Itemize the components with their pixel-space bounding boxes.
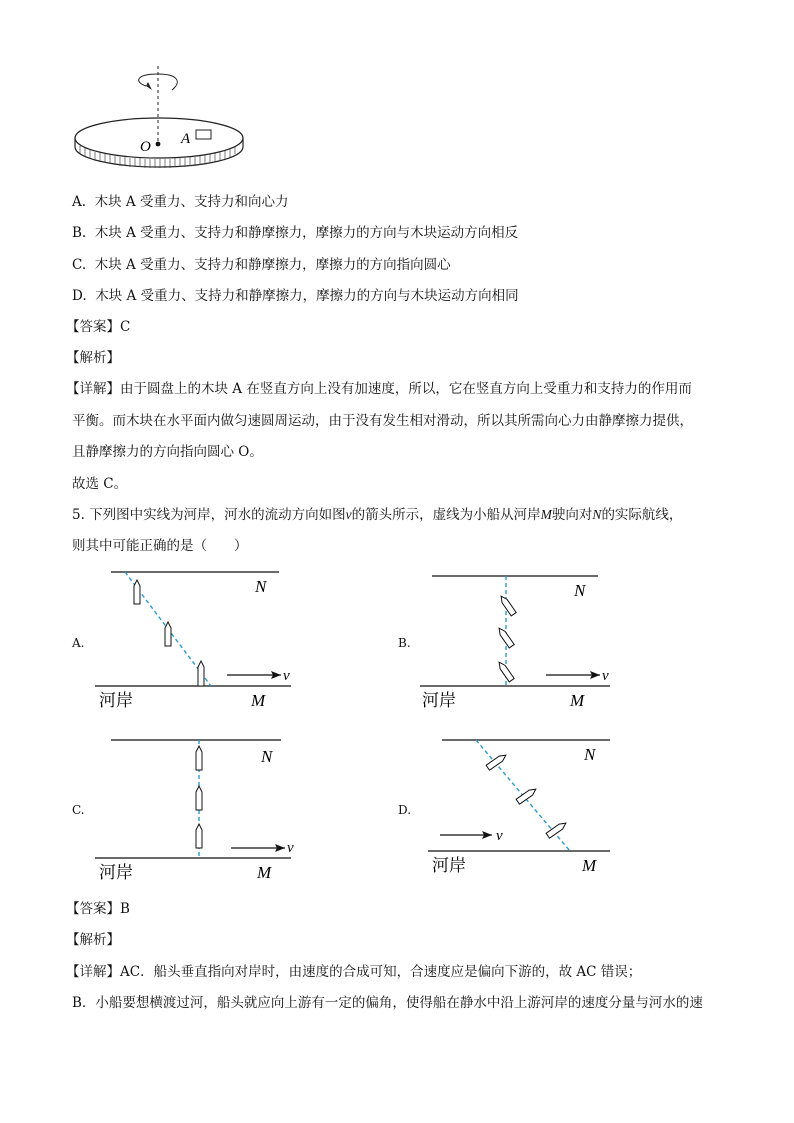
q4-option-a: A. 木块 A 受重力、支持力和向心力 — [72, 194, 289, 210]
boat-icon — [198, 661, 204, 686]
label-m: M — [570, 691, 585, 710]
boat-icon — [546, 821, 567, 839]
center-point — [156, 142, 161, 147]
q4-option-c: C. 木块 A 受重力、支持力和静摩擦力，摩擦力的方向指向圆心 — [72, 257, 451, 273]
boat-icon — [165, 622, 171, 646]
bank-label: 河岸 — [99, 863, 133, 883]
boat-icon — [134, 580, 140, 604]
bank-label: 河岸 — [432, 856, 466, 876]
diagram-c-option: C. — [72, 803, 85, 817]
q4-detail-line-3: 且静摩擦力的方向指向圆心 O。 — [72, 444, 263, 460]
label-n: N — [574, 581, 586, 600]
q4-option-b: B. 木块 A 受重力、支持力和静摩擦力，摩擦力的方向与木块运动方向相反 — [72, 225, 519, 241]
q5-stem-line-1: 5. 下列图中实线为河岸，河水的流动方向如图v的箭头所示，虚线为小船从河岸M驶向对N的实际航线， — [72, 507, 683, 523]
river-diagram-d — [428, 730, 628, 880]
label-m: M — [582, 856, 597, 875]
q4-detail-line-1: 【详解】由于圆盘上的木块 A 在竖直方向上没有加速度，所以，它在竖直方向上受重力和支持力的作用而 — [66, 381, 692, 397]
boat-icon — [497, 626, 515, 647]
diagram-b-option: B. — [398, 636, 411, 650]
q4-option-d: D. 木块 A 受重力、支持力和静摩擦力，摩擦力的方向与木块运动方向相同 — [72, 288, 519, 304]
block-a — [196, 130, 211, 139]
q4-answer: 【答案】C — [66, 319, 131, 335]
turntable-figure — [68, 62, 248, 172]
boat-icon — [486, 753, 507, 771]
label-v: v — [496, 828, 503, 844]
boat-icon — [196, 786, 202, 810]
river-diagram-c — [95, 730, 305, 886]
label-m: M — [257, 863, 272, 882]
block-label: A — [181, 131, 191, 147]
q5-analysis-heading: 【解析】 — [66, 932, 120, 948]
label-n: N — [261, 747, 273, 766]
river-diagram-a — [95, 562, 305, 714]
boat-icon — [499, 594, 517, 615]
q4-detail-line-2: 平衡。而木块在水平面内做匀速圆周运动，由于没有发生相对滑动，所以其所需向心力由静摩擦力提供， — [72, 413, 693, 429]
disk-top — [75, 118, 243, 158]
q5-stem-line-2: 则其中可能正确的是（ ） — [72, 538, 248, 554]
q4-analysis-heading: 【解析】 — [66, 350, 120, 366]
bank-label: 河岸 — [99, 691, 133, 711]
boat-icon — [516, 787, 537, 805]
label-m: M — [251, 691, 266, 710]
diagram-d-option: D. — [398, 803, 412, 817]
label-n: N — [584, 745, 596, 764]
label-v: v — [287, 840, 294, 856]
river-diagram-b — [420, 566, 630, 718]
center-label: O — [140, 139, 151, 155]
boat-icon — [196, 824, 202, 848]
diagram-a-option: A. — [72, 636, 85, 650]
label-v: v — [283, 668, 290, 684]
q5-detail-line-2: B．小船要想横渡过河，船头就应向上游有一定的偏角，使得船在静水中沿上游河岸的速度分量与河水的速 — [72, 995, 703, 1011]
bank-label: 河岸 — [422, 691, 456, 711]
label-n: N — [255, 577, 267, 596]
q5-detail-line-1: 【详解】AC．船头垂直指向对岸时，由速度的合成可知，合速度应是偏向下游的，故 AC 错误； — [66, 964, 642, 980]
boat-icon — [196, 746, 202, 770]
q4-conclusion: 故选 C。 — [72, 476, 128, 492]
label-v: v — [602, 668, 609, 684]
q5-answer: 【答案】B — [66, 901, 130, 917]
rotation-arrow — [139, 74, 178, 90]
